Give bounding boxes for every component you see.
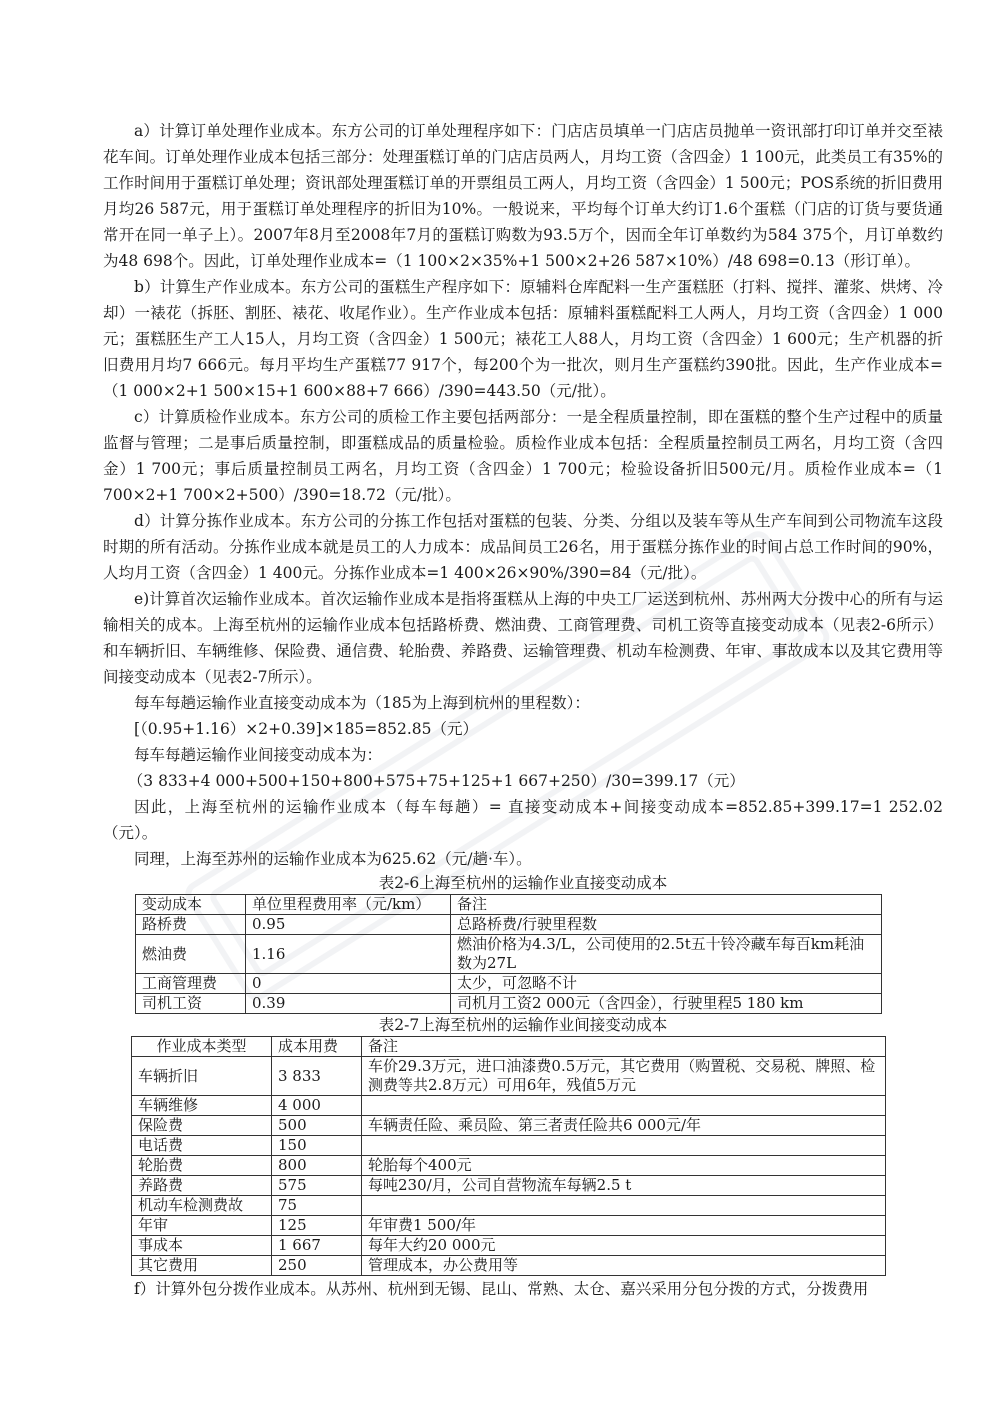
table-cell: 800	[272, 1156, 362, 1176]
table-cell: 养路费	[132, 1176, 272, 1196]
table-cell: 车辆责任险、乘员险、第三者责任险共6 000元/年	[362, 1116, 886, 1136]
table-2-7-indirect-costs	[131, 1036, 886, 1276]
table-cell: 管理成本，办公费用等	[362, 1256, 886, 1276]
table-cell: 轮胎每个400元	[362, 1156, 886, 1176]
table-cell: 机动车检测费故	[132, 1196, 272, 1216]
table-cell: 每年大约20 000元	[362, 1236, 886, 1256]
table-row	[132, 1156, 886, 1176]
table-cell: 事成本	[132, 1236, 272, 1256]
table-cell: 车辆维修	[132, 1096, 272, 1116]
table-cell: 1.16	[246, 935, 451, 974]
table-cell	[362, 1196, 886, 1216]
table-row	[136, 994, 882, 1014]
table-cell: 150	[272, 1136, 362, 1156]
table-cell: 0.95	[246, 915, 451, 935]
table-cell: 年审费1 500/年	[362, 1216, 886, 1236]
table-cell: 年审	[132, 1216, 272, 1236]
paragraph-c-quality-inspection: c）计算质检作业成本。东方公司的质检工作主要包括两部分：一是全程质量控制，即在蛋糕的整个生产过程中的质量监督与管理；二是事后质量控制，即蛋糕成品的质量检验。质检作业成本包括：全程质量控制员工两名，月均工资（含四金）1 700元；事后质量控制员工两名，月均工资（含四金）1 700元；检验设备折旧500元/月。质检作业成本=（1 700×2+1 700×2+500）/390=18.72（元/批）。	[103, 408, 943, 504]
paragraph-e-indirect-intro: 每车每趟运输作业间接变动成本为：	[134, 746, 383, 764]
table-header-cell: 单位里程费用率（元/km）	[246, 895, 451, 915]
table-header-row	[132, 1037, 886, 1057]
table-cell: 3 833	[272, 1057, 362, 1096]
table-row	[136, 935, 882, 974]
paragraph-a-order-processing: a）计算订单处理作业成本。东方公司的订单处理程序如下：门店店员填单一门店店员抛单一资讯部打印订单并交至裱花车间。订单处理作业成本包括三部分：处理蛋糕订单的门店店员两人，月均工资（含四金）1 100元，此类员工有35%的工作时间用于蛋糕订单处理；资讯部处理蛋糕订单的开票组员工两人，月均工资（含四金）1 500元；POS系统的折旧费用月均26 587元，用于蛋糕订单处理程序的折旧为10%。一般说来，平均每个订单大约订1.6个蛋糕（门店的订货与要货通常开在同一单子上）。2007年8月至2008年7月的蛋糕订购数为93.5万个，因而全年订单数约为584 375个，月订单数约为48 698个。因此，订单处理作业成本=（1 100×2×35%+1 500×2+26 587×10%）/48 698=0.13（形订单）。	[103, 122, 943, 270]
table-cell: 燃油价格为4.3/L，公司使用的2.5t五十铃冷藏车每百km耗油数为27L	[451, 935, 882, 974]
table-cell: 电话费	[132, 1136, 272, 1156]
table-cell: 总路桥费/行驶里程数	[451, 915, 882, 935]
paragraph-b-production: b）计算生产作业成本。东方公司的蛋糕生产程序如下：原辅料仓库配料一生产蛋糕胚（打料、搅拌、灌浆、烘烤、冷却）一裱花（拆胚、割胚、裱花、收尾作业）。生产作业成本包括：原辅料蛋糕配料工人两人，月均工资（含四金）1 000元；蛋糕胚生产工人15人，月均工资（含四金）1 500元；裱花工人88人，月均工资（含四金）1 600元；生产机器的折旧费用月均7 666元。每月平均生产蛋糕77 917个，每200个为一批次，则月生产蛋糕约390批。因此，生产作业成本=（1 000×2+1 500×15+1 600×88+7 666）/390=443.50（元/批）。	[103, 278, 943, 400]
table-cell: 4 000	[272, 1096, 362, 1116]
table-cell: 轮胎费	[132, 1156, 272, 1176]
table-cell: 0.39	[246, 994, 451, 1014]
paragraph-e-direct-intro: 每车每趟运输作业直接变动成本为（185为上海到杭州的里程数）：	[134, 694, 590, 712]
table-cell: 75	[272, 1196, 362, 1216]
table-cell: 太少，可忽略不计	[451, 974, 882, 994]
document-body	[103, 118, 943, 1302]
table-header-cell: 成本用费	[272, 1037, 362, 1057]
paragraph-e-total: 因此，上海至杭州的运输作业成本（每车每趟）= 直接变动成本+间接变动成本=852.85+399.17=1 252.02（元）。	[103, 798, 943, 842]
table-row	[132, 1116, 886, 1136]
formula-indirect-cost: （3 833+4 000+500+150+800+575+75+125+1 667+250）/30=399.17（元）	[127, 772, 745, 790]
table-cell: 575	[272, 1176, 362, 1196]
table-cell: 保险费	[132, 1116, 272, 1136]
table-row	[132, 1236, 886, 1256]
table-row	[132, 1216, 886, 1236]
table-row	[132, 1057, 886, 1096]
table-cell: 路桥费	[136, 915, 246, 935]
table-header-cell: 变动成本	[136, 895, 246, 915]
table-row	[132, 1176, 886, 1196]
table-cell: 车价29.3万元，进口油漆费0.5万元，其它费用（购置税、交易税、牌照、检测费等共2.8万元）可用6年，残值5万元	[362, 1057, 886, 1096]
table-2-6-caption: 表2-6上海至杭州的运输作业直接变动成本	[378, 874, 668, 892]
paragraph-d-sorting: d）计算分拣作业成本。东方公司的分拣工作包括对蛋糕的包装、分类、分组以及装车等从生产车间到公司物流车这段时期的所有活动。分拣作业成本就是员工的人力成本：成品间员工26名，用于蛋糕分拣作业的时间占总工作时间的90%，人均月工资（含四金）1 400元。分拣作业成本=1 400×26×90%/390=84（元/批）。	[103, 512, 943, 582]
paragraph-e-suzhou: 同理，上海至苏州的运输作业成本为625.62（元/趟·车）。	[134, 850, 532, 868]
table-cell: 其它费用	[132, 1256, 272, 1276]
table-cell: 工商管理费	[136, 974, 246, 994]
table-row	[132, 1096, 886, 1116]
table-cell	[362, 1136, 886, 1156]
table-header-cell: 备注	[451, 895, 882, 915]
table-cell: 1 667	[272, 1236, 362, 1256]
paragraph-e-first-transport: e)计算首次运输作业成本。首次运输作业成本是指将蛋糕从上海的中央工厂运送到杭州、苏州两大分拨中心的所有与运输相关的成本。上海至杭州的运输作业成本包括路桥费、燃油费、工商管理费、司机工资等直接变动成本（见表2-6所示）和车辆折旧、车辆维修、保险费、通信费、轮胎费、养路费、运输管理费、机动车检测费、年审、事故成本以及其它费用等间接变动成本（见表2-7所示）。	[103, 590, 943, 686]
table-2-6-direct-costs	[135, 894, 882, 1014]
table-cell: 司机工资	[136, 994, 246, 1014]
table-header-cell: 备注	[362, 1037, 886, 1057]
table-cell: 每吨230/月，公司自营物流车每辆2.5 t	[362, 1176, 886, 1196]
table-cell: 125	[272, 1216, 362, 1236]
table-cell: 燃油费	[136, 935, 246, 974]
table-row	[136, 915, 882, 935]
paragraph-f-outsourced-distribution: f）计算外包分拨作业成本。从苏州、杭州到无锡、昆山、常熟、太仓、嘉兴采用分包分拨的方式，分拨费用	[134, 1280, 869, 1298]
table-row	[132, 1196, 886, 1216]
table-row	[132, 1256, 886, 1276]
table-row	[132, 1136, 886, 1156]
formula-direct-cost: [（0.95+1.16）×2+0.39]×185=852.85（元）	[134, 720, 478, 738]
table-cell	[362, 1096, 886, 1116]
table-cell: 车辆折旧	[132, 1057, 272, 1096]
table-cell: 0	[246, 974, 451, 994]
table-cell: 250	[272, 1256, 362, 1276]
table-cell: 司机月工资2 000元（含四金），行驶里程5 180 km	[451, 994, 882, 1014]
table-2-7-caption: 表2-7上海至杭州的运输作业间接变动成本	[378, 1016, 668, 1034]
table-header-row	[136, 895, 882, 915]
table-cell: 500	[272, 1116, 362, 1136]
table-row	[136, 974, 882, 994]
table-header-cell: 作业成本类型	[132, 1037, 272, 1057]
